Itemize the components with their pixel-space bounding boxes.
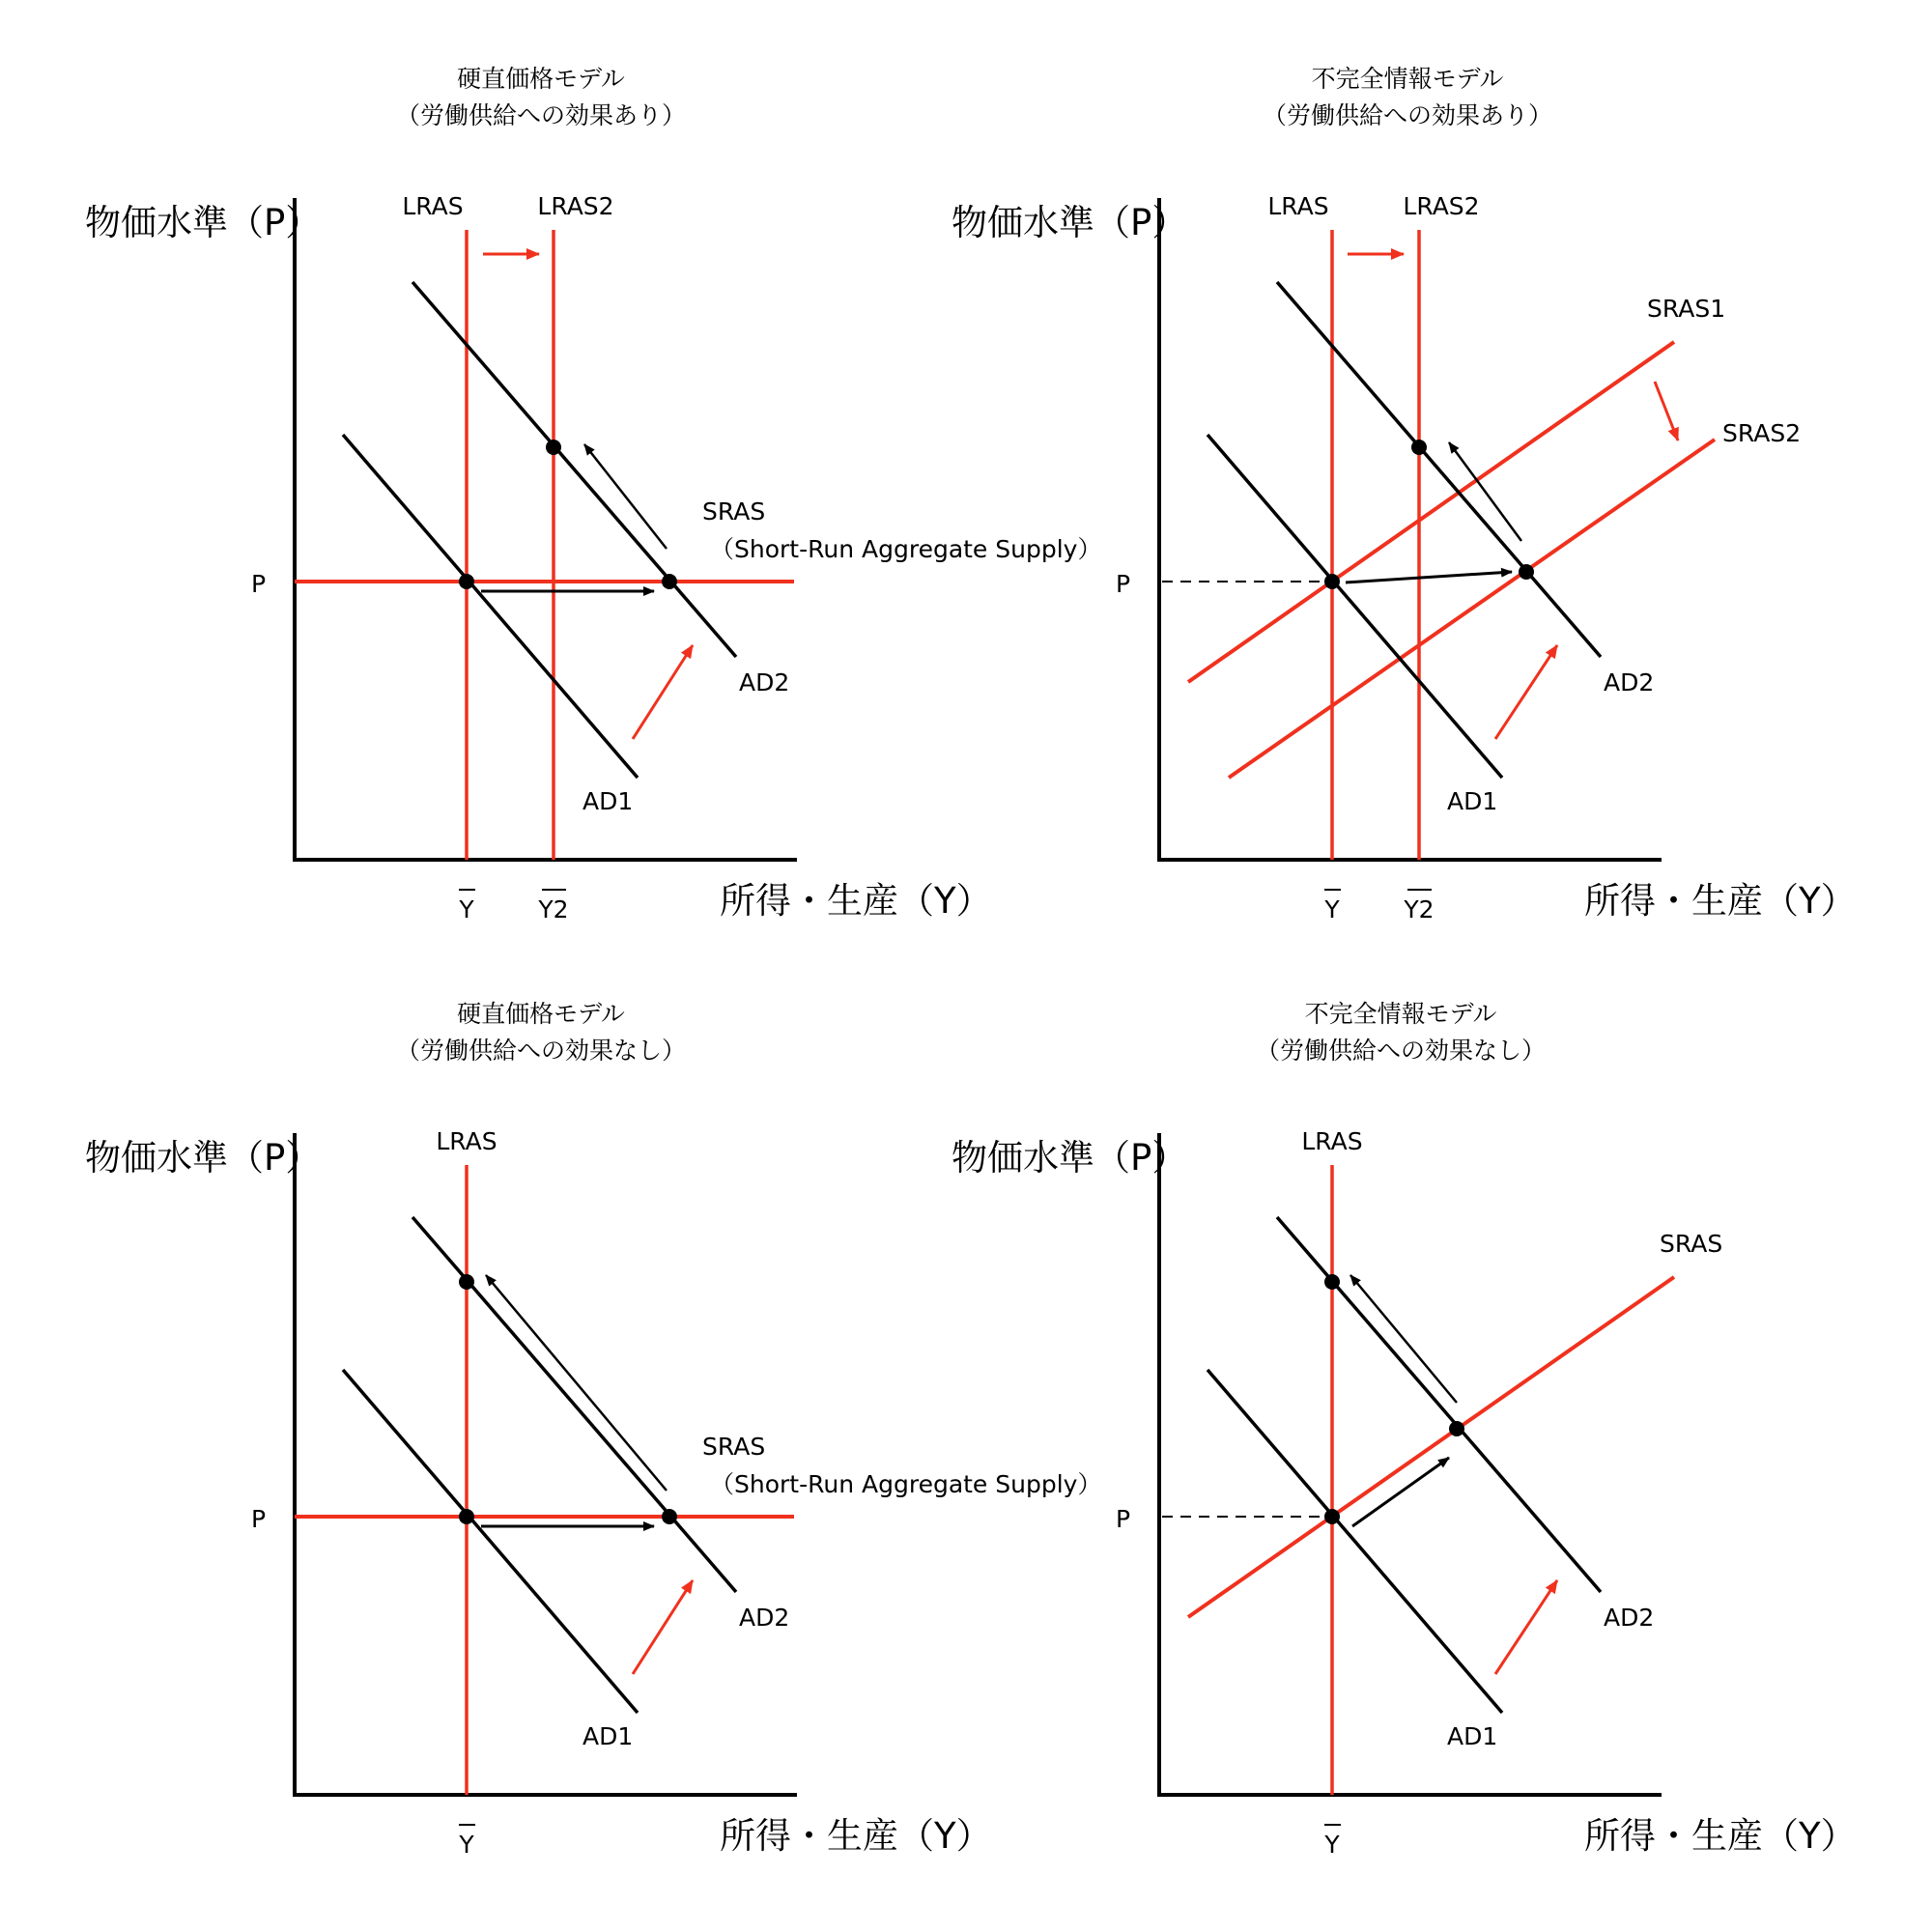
- y-axis-title: 物価水準（P）: [952, 1137, 1188, 1179]
- ad1-label: AD1: [1447, 787, 1498, 815]
- y-axis-title: 物価水準（P）: [85, 202, 322, 243]
- x-axis-title: 所得・生産（Y）: [1584, 1815, 1857, 1857]
- x-axis-title: 所得・生産（Y）: [720, 880, 992, 922]
- panel-title-line2: （労働供給への効果あり）: [395, 101, 687, 129]
- equilibrium-point: [459, 1509, 474, 1524]
- panel-title-line2: （労働供給への効果なし）: [395, 1037, 687, 1065]
- lras-label: LRAS: [436, 1127, 497, 1155]
- short-run-equilibrium-point: [1449, 1421, 1464, 1436]
- equilibrium-point: [1324, 1509, 1340, 1524]
- long-run-move-arrow: [1350, 1275, 1457, 1403]
- ad-shift-arrow: [1495, 1580, 1557, 1674]
- p-label: P: [251, 1505, 267, 1533]
- sras-label: SRAS: [1660, 1230, 1723, 1258]
- long-run-equilibrium-point: [1411, 440, 1427, 455]
- long-run-equilibrium-point: [546, 440, 561, 455]
- sras1-label: SRAS1: [1647, 295, 1726, 323]
- y2-label: Y2: [1404, 895, 1435, 923]
- panel-title-line2: （労働供給への効果なし）: [1255, 1037, 1547, 1065]
- ad2-label: AD2: [739, 1604, 790, 1632]
- short-run-equilibrium-point: [1519, 564, 1534, 580]
- sras-sub-label: （Short-Run Aggregate Supply）: [710, 1470, 1102, 1498]
- sras2-line: [1229, 440, 1715, 778]
- short-run-equilibrium-point: [662, 574, 677, 589]
- sras1-line: [1188, 342, 1674, 682]
- panel-title-line1: 硬直価格モデル: [457, 65, 625, 93]
- lras-label: LRAS: [1267, 192, 1329, 220]
- ad2-label: AD2: [1604, 668, 1655, 696]
- panel-title-line1: 不完全情報モデル: [1311, 65, 1504, 93]
- equilibrium-point: [459, 574, 474, 589]
- ad1-label: AD1: [582, 787, 634, 815]
- sras-label: SRAS: [702, 497, 766, 526]
- long-run-equilibrium-point: [459, 1274, 474, 1290]
- ad2-line: [1277, 1217, 1601, 1592]
- panel-sticky-price-with-labor: [85, 65, 1101, 923]
- panel-imperfect-info-without-labor: [952, 1000, 1857, 1859]
- ybar-label: Y: [459, 1831, 474, 1859]
- panel-title-line1: 不完全情報モデル: [1304, 1000, 1497, 1028]
- ad1-label: AD1: [1447, 1722, 1498, 1750]
- y-axis-title: 物価水準（P）: [952, 202, 1188, 243]
- lras2-label: LRAS2: [537, 192, 614, 220]
- sras-line: [1188, 1277, 1674, 1617]
- ad-shift-arrow: [633, 645, 693, 739]
- panel-title-line2: （労働供給への効果あり）: [1262, 101, 1553, 129]
- ad2-label: AD2: [1604, 1604, 1655, 1632]
- short-run-equilibrium-point: [662, 1509, 677, 1524]
- ad-shift-arrow: [633, 1580, 693, 1674]
- y2-label: Y2: [538, 895, 569, 923]
- x-axis-title: 所得・生産（Y）: [720, 1815, 992, 1857]
- p-label: P: [1116, 570, 1131, 598]
- panel-title-line1: 硬直価格モデル: [457, 1000, 625, 1028]
- panel-sticky-price-without-labor: [85, 1000, 1101, 1859]
- ybar-label: Y: [1324, 1831, 1340, 1859]
- p-label: P: [1116, 1505, 1131, 1533]
- x-axis-title: 所得・生産（Y）: [1584, 880, 1857, 922]
- sras-sub-label: （Short-Run Aggregate Supply）: [710, 535, 1102, 563]
- y-axis-title: 物価水準（P）: [85, 1137, 322, 1179]
- sras2-label: SRAS2: [1722, 419, 1802, 447]
- sras-shift-arrow: [1655, 382, 1678, 440]
- long-run-equilibrium-point: [1324, 1274, 1340, 1290]
- ad1-label: AD1: [582, 1722, 634, 1750]
- ad1-line: [343, 1370, 638, 1713]
- p-label: P: [251, 570, 267, 598]
- sras-label: SRAS: [702, 1433, 766, 1461]
- ad1-line: [1208, 435, 1502, 778]
- ad2-label: AD2: [739, 668, 790, 696]
- ybar-label: Y: [1324, 895, 1340, 923]
- ad2-line: [412, 282, 736, 657]
- ad-shift-arrow: [1495, 645, 1557, 739]
- lras-label: LRAS: [402, 192, 464, 220]
- panel-imperfect-info-with-labor: [952, 65, 1857, 923]
- ad2-line: [1277, 282, 1601, 657]
- ad1-line: [343, 435, 638, 778]
- long-run-move-arrow: [486, 1275, 667, 1491]
- lras2-label: LRAS2: [1403, 192, 1480, 220]
- equilibrium-point: [1324, 574, 1340, 589]
- short-run-move-arrow: [1346, 572, 1512, 582]
- ad2-line: [412, 1217, 736, 1592]
- lras-label: LRAS: [1301, 1127, 1363, 1155]
- ybar-label: Y: [459, 895, 474, 923]
